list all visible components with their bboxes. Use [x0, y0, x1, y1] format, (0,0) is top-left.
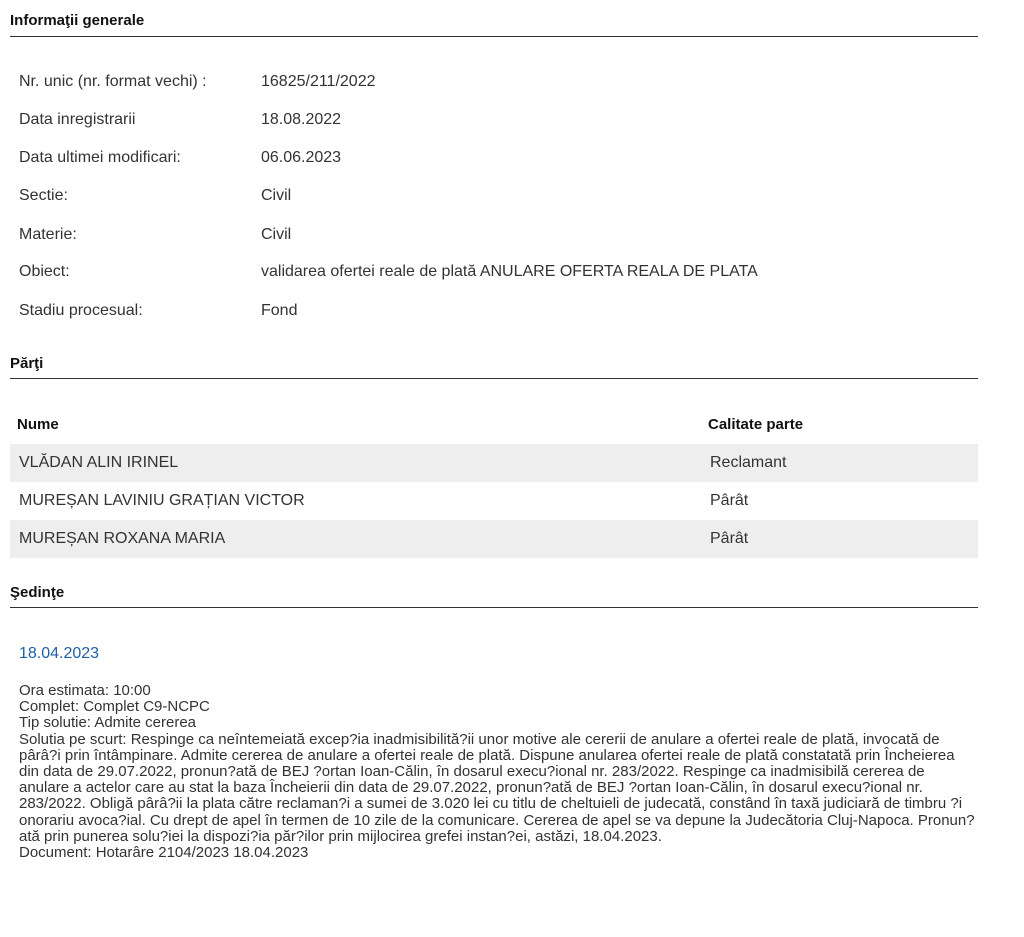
sedinta-document: Document: Hotarâre 2104/2023 18.04.2023: [19, 844, 309, 862]
info-row-data-ultimei-modificari: [0, 149, 980, 169]
sedinta-details: [19, 683, 977, 861]
party-name: VLĂDAN ALIN IRINEL: [19, 454, 179, 471]
sedinta-date: 18.04.2023: [19, 645, 100, 662]
info-row-stadiu-procesual: [0, 302, 980, 322]
sedinta-ora: Ora estimata: 10:00: [19, 682, 151, 699]
info-value: validarea ofertei reale de plată ANULARE OFERTA REALA DE PLATA: [261, 263, 758, 280]
sedinta-tip-solutie: Tip solutie: Admite cererea: [19, 714, 197, 732]
info-label: Data inregistrarii: [19, 111, 136, 128]
party-role: Pârât: [710, 492, 749, 509]
info-label: Obiect:: [19, 263, 70, 280]
section-title-info: Informaţii generale: [10, 12, 978, 37]
sedinta-complet: Complet: Complet C9-NCPC: [19, 698, 210, 716]
table-row: [10, 520, 978, 558]
section-title-sedinte: Şedinţe: [10, 584, 978, 608]
party-name: MUREȘAN ROXANA MARIA: [19, 530, 226, 547]
party-role: Pârât: [710, 530, 749, 547]
sedinta-solutie: Solutia pe scurt: Respinge ca neîntemeiată excep?ia inadmisibilită?ii unor motive ale cererii de anulare a ofertei reale de plată, invocată de pârâ?i prin întâmpinare. Admite cererea de anulare a ofertei reale de plată. Dispune anularea ofertei reale de plată constatată prin Încheierea din data de 29.07.2022, pronun?ată de BEJ ?ortan Ioan-Călin, în dosarul execu?ional nr. 283/2022. Respinge ca inadmisibilă cererea de anulare a actelor care au stat la baza Încheierii din data de 29.07.2022, pronun?ată de BEJ ?ortan Ioan-Călin, în dosarul execu?ional nr. 283/2022. Obligă pârâ?ii la plata către reclaman?i a sumei de 3.020 lei cu titlu de cheltuieli de judecată, constând în taxă judiciară de timbru ?i onorariu avoca?ial. Cu drept de apel în termen de 10 zile de la comunicare. Cererea de apel se va depune la Judecătoria Cluj-Napoca. Pronun?ată prin punerea solu?iei la dispozi?ia păr?ilor prin mijlocirea grefei instan?ei, astăzi, 18.04.2023.: [19, 730, 975, 845]
table-row: [10, 444, 978, 482]
info-row-nr-unic: [0, 73, 980, 93]
section-title-parti: Părţi: [10, 355, 978, 379]
info-value: Civil: [261, 226, 292, 243]
table-row: [10, 482, 978, 520]
info-value: 06.06.2023: [261, 149, 342, 166]
parti-table-header: [10, 410, 978, 440]
party-role: Reclamant: [710, 454, 787, 471]
column-header-calitate: Calitate parte: [708, 416, 804, 433]
info-row-materie: [0, 226, 980, 246]
column-header-nume: Nume: [17, 416, 59, 433]
info-value: Fond: [261, 302, 298, 319]
info-label: Nr. unic (nr. format vechi) :: [19, 73, 207, 90]
info-value: Civil: [261, 187, 292, 204]
info-row-data-inregistrarii: [0, 111, 980, 131]
info-label: Materie:: [19, 226, 77, 243]
info-row-obiect: [0, 263, 980, 283]
info-label: Stadiu procesual:: [19, 302, 143, 319]
info-label: Sectie:: [19, 187, 68, 204]
info-row-sectie: [0, 187, 980, 207]
info-label: Data ultimei modificari:: [19, 149, 181, 166]
party-name: MUREȘAN LAVINIU GRAȚIAN VICTOR: [19, 492, 305, 509]
info-value: 16825/211/2022: [261, 73, 376, 90]
info-value: 18.08.2022: [261, 111, 342, 128]
